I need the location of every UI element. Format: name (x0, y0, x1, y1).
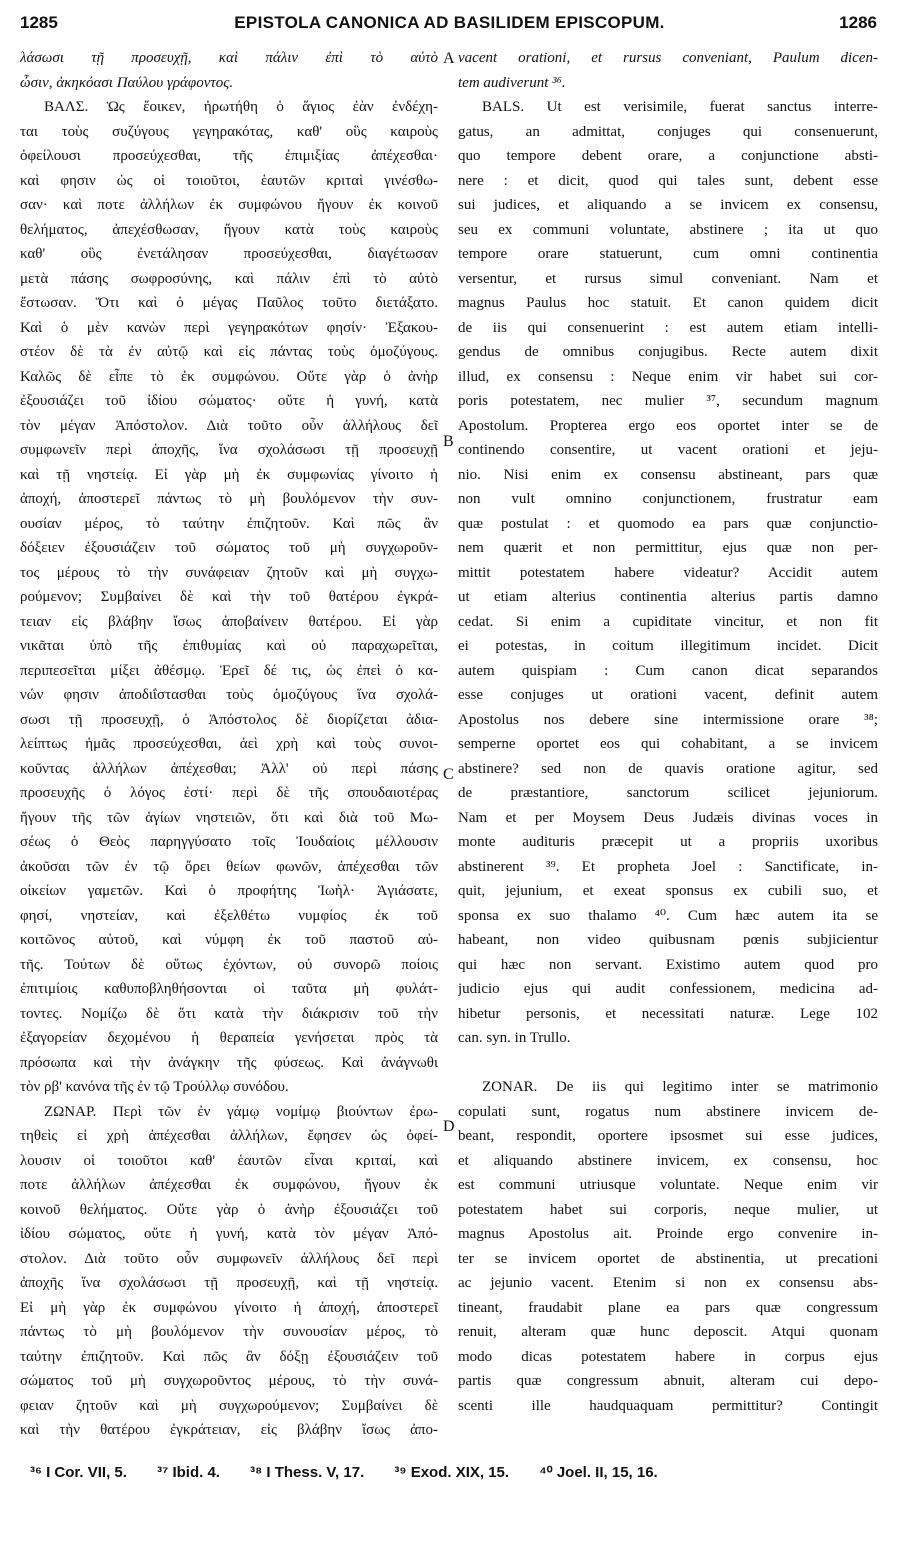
latin-text-line: hibetur personis, et necessitati naturæ. Lege 102 (458, 1005, 878, 1022)
greek-text-line: ἀκοῦσαι τῶν ἐν τῷ ὄρει θείων φωνῶν, ἀπέχεσθαι τῶν (20, 858, 438, 875)
latin-text-line: beant, respondit, oportere ipsosmet sui esse judices, (458, 1128, 878, 1144)
latin-text-line: qui hæc non servant. Existimo autem quod pro (458, 956, 878, 973)
latin-text-line: BALS. Ut est verisimile, fuerat sanctus interre- (482, 99, 878, 115)
greek-text-line: σαν· καὶ ποτε ἀλλήλων ἐκ συμφώνου ἤγουν ἐκ κοινοῦ (20, 197, 438, 213)
latin-text-line: abstinere? sed non de quavis oratione agitur, sed (458, 760, 878, 777)
latin-text-line: Apostolum. Propterea ergo eos oportet inter se de (458, 417, 878, 434)
footnote-36: ³⁶ I Cor. VII, 5. (30, 1464, 127, 1481)
greek-text-line: νικᾶται ὑπὸ τῆς ἐπιθυμίας καὶ οὐ παραχωρεῖται, (20, 638, 438, 654)
section-marker-b: B (443, 433, 454, 450)
latin-text-line: nere : et dicit, quod qui tales sunt, debent esse (458, 172, 878, 189)
greek-text-line: τειαν εἰς βλάβην ἴσως ἀποβαίνειν θατέρου. Εἰ γὰρ (20, 613, 438, 630)
greek-text-line: καὶ τὴν θατέρου ἐγκράτειαν, εἰς βλάβην ἴσως ἀπο- (20, 1422, 438, 1438)
greek-text-line: τοντες. Νομίζω δὲ ὅτι κατὰ τὴν διάκρισιν τοῦ τὴν (20, 1005, 438, 1022)
latin-text-line: quo tempore debent orare, a conjunctione absti- (458, 148, 878, 164)
greek-text-line: νών φησιν ἀποδιΐστασθαι τοὺς ὁμοζύγους ἵνα σχολά- (20, 687, 438, 703)
latin-text-line: copulati sunt, rogatus num abstinere invicem de- (458, 1103, 878, 1120)
greek-text-line: σώματος τοῦ μὴ συγχωροῦντος μέρους, τὸ τὴν συνά- (20, 1373, 438, 1389)
greek-text-line: ται τοὺς συζύγους γεγηρακότας, καθ' οὓς καιροὺς (20, 123, 438, 140)
greek-text-line: ἤγουν τῆς τῶν ἁγίων νηστειῶν, ὅτι καὶ διὰ τοῦ Μω- (20, 809, 438, 826)
latin-text-line: modo dicas potestatem habere in corpus ejus (458, 1348, 878, 1365)
footnotes (30, 1463, 869, 1481)
latin-text-line: et aliquando abstinere invicem, ex consensu, hoc (458, 1152, 878, 1169)
greek-text-line: Καὶ ὁ μὲν κανὼν περὶ γεγηρακότων φησίν· Ἐξακου- (20, 319, 438, 336)
latin-text-line: illud, ex consensu : Neque enim vir habet sui cor- (458, 368, 878, 385)
latin-text-line: ei potestas, in coitum illegitimum incidet. Dicit (458, 638, 878, 654)
greek-text-line: ἐξουσιάζει τοῦ ἰδίου σώματος· οὔτε ἡ γυνή, κατὰ (20, 393, 438, 409)
greek-text-line: Καλῶς δὲ εἶπε τὸ ἐκ συμφώνου. Οὔτε γὰρ ὁ ἀνὴρ (20, 368, 438, 385)
latin-text-line: Apostolus nos debere sine intermissione orare ³⁸; (458, 711, 878, 728)
latin-text-line: est communi utriusque voluntate. Neque enim vir (458, 1177, 878, 1193)
latin-text-line: magnus Paulus hoc statuit. Et canon quidem dicit (458, 295, 878, 311)
greek-text-line: ἐπιτιμίοις καθυποβληθήσονται οἱ ταῦτα μὴ φυλάτ- (20, 981, 438, 997)
greek-text-line: ἀποχή, ἀποστερεῖ πάντως τὸ μὴ βουλόμενον τὴν συν- (20, 491, 438, 507)
greek-text-line: συμφωνεῖν περὶ ἀποχῆς, ἵνα σχολάσωσι τῇ προσευχῇ (20, 442, 438, 458)
greek-text-line: Εἰ μὴ γὰρ ἐκ συμφώνου γίνοιτο ἡ ἀποχή, ἀποστερεῖ (20, 1299, 438, 1316)
greek-text-line: τος μέρους τὸ τὴν συνάφειαν ζητοῦν καὶ μὴ συγχω- (20, 564, 438, 581)
latin-text-line: ut etiam alterius continentia alterius partis damno (458, 589, 878, 605)
section-marker-d: D (443, 1118, 455, 1135)
greek-text-line: φησί, νηστείαν, καὶ ἐξελθέτω νυμφίος ἐκ τοῦ (20, 907, 438, 924)
greek-text-line: πάντως τὸ μὴ βουλόμενον τὴν συνουσίαν μέρος, τὸ (20, 1324, 438, 1340)
greek-text-line: ἰδίου σώματος, οὔτε ἡ γυνή, κατὰ τὸν μέγαν Ἀπό- (20, 1226, 438, 1242)
latin-text-line: de iis qui consenuerint : est autem etiam intelli- (458, 319, 878, 336)
latin-text-line: tempore orare statuerunt, cum omni continentia (458, 246, 878, 262)
greek-text-line: θελήματος, ἀπεχέσθωσαν, ἤγουν κατὰ τοὺς καιροὺς (20, 221, 438, 238)
latin-text-line: abstinerent ³⁹. Et propheta Joel : Sanctificate, in- (458, 858, 878, 875)
latin-text-line: ZONAR. De iis qui legitimo inter se matrimonio (482, 1079, 878, 1095)
latin-text-line: ter se invicem oportet de abstinentia, ut precationi (458, 1250, 878, 1267)
greek-text-line: ΒΑΛΣ. Ὡς ἔοικεν, ἠρωτήθη ὁ ἅγιος ἐὰν ἐνδέχη- (44, 99, 438, 115)
greek-text-line: ὀφείλουσι προσεύχεσθαι, τῆς ἐπιμιξίας ἀπέχεσθαι· (20, 148, 438, 164)
footnote-39: ³⁹ Exod. XIX, 15. (394, 1464, 510, 1481)
latin-text-line: quæ postulat : et quomodo ea pars quæ conjunctio- (458, 515, 878, 532)
greek-text-line: οἰκείων γαμετῶν. Καὶ ὁ προφήτης Ἰωὴλ· Ἁγιάσατε, (20, 883, 438, 899)
latin-text-line: gendus de omnibus conjugibus. Recte autem dixit (458, 344, 878, 360)
latin-text-line: nem quærit et non permittitur, ejus quæ non per- (458, 540, 878, 556)
running-title: EPISTOLA CANONICA AD BASILIDEM EPISCOPUM. (234, 13, 665, 32)
page-header (20, 10, 879, 36)
latin-text-line: gatus, an admittat, conjuges qui consenuerunt, (458, 123, 878, 140)
latin-text-line: potestatem habet sui corporis, neque mulier, ut (458, 1201, 878, 1218)
page-number-left: 1285 (20, 13, 58, 32)
latin-text-line: quit, jejunium, et exeat sponsus ex cubili suo, et (458, 883, 878, 899)
greek-text-line: λείπτως ἡμᾶς προσεύχεσθαι, ἀεὶ χρὴ καὶ τοὺς συνοι- (20, 736, 438, 752)
latin-text-line: continendo consentire, ut vacent orationi et jeju- (458, 442, 878, 458)
greek-text-line: δόξειεν ἐξουσιάζειν τοῦ σώματος τοῦ μὴ συγχωροῦν- (20, 540, 438, 556)
greek-text-line: σωσι τῇ προσευχῇ, ὁ Ἀπόστολος δὲ διορίζεται ἀδια- (20, 711, 438, 728)
footnote-37: ³⁷ Ibid. 4. (157, 1464, 220, 1481)
greek-text-line: τῆς. Τούτων δὲ οὕτως ἐχόντων, οὐ συνορῶ ποίοις (20, 956, 438, 973)
greek-text-line: ἔστωσαν. Ὅτι καὶ ὁ μέγας Παῦλος τοῦτο διετάξατο. (20, 295, 438, 311)
latin-text-line: cedat. Si enim a cupiditate vincitur, et non fit (458, 613, 878, 630)
latin-text-line: poris potestatem, nec mulier ³⁷, secundum magnum (458, 393, 878, 409)
greek-text-line: ἀποχῆς ἵνα σχολάσωσι τῇ προσευχῇ, καὶ τῇ νηστείᾳ. (20, 1275, 438, 1291)
latin-text-line: magnus Apostolus ait. Proinde ergo convenire in- (458, 1226, 878, 1242)
latin-text-line: autem quispiam : Cum canon dicat separandos (458, 662, 878, 679)
latin-text-line: scenti ille haudquaquam permittitur? Contingit (458, 1397, 878, 1414)
greek-text-line: περιπεσεῖται μίξει ἀθέσμῳ. Ἐρεῖ δέ τις, ὡς ἐπεὶ ὁ κα- (20, 662, 438, 679)
latin-text-line: de præstantiore, sanctorum scilicet jejuniorum. (458, 785, 878, 801)
greek-text-line: σέως ὁ Θεὸς παρηγγύσατο τοῖς Ἰουδαίοις μέλλουσιν (20, 834, 438, 850)
latin-text-line: non vult omnino conjunctionem, frustratur eam (458, 491, 878, 507)
greek-text-line: στολον. Διὰ τοῦτο οὖν συμφωνεῖν ἀλλήλους δεῖ περὶ (20, 1250, 438, 1267)
greek-text-line: λάσωσι τῇ προσευχῇ, καὶ πάλιν ἐπὶ τὸ αὐτὸ (20, 50, 438, 66)
latin-text-line: judicio ejus qui audit confessionem, medicina ad- (458, 981, 878, 997)
latin-text-line: Nam et per Moysem Deus Judæis divinas voces in (458, 809, 878, 826)
latin-text-line: vacent orationi, et rursus conveniant, Paulum dicen- (458, 50, 878, 66)
latin-text-line: habeant, non video quibusnam pœnis subjicientur (458, 932, 878, 948)
latin-text-line: can. syn. in Trullo. (458, 1030, 571, 1046)
greek-text-line: τηθεὶς εἰ χρὴ ἀπέχεσθαι ἀλλήλων, ἔφησεν ὡς ὀφεί- (20, 1128, 438, 1144)
greek-text-line: κοῦντας ἀλλήλων ἀπέχεσθαι; Ἀλλ' οὐ περὶ πάσης (20, 760, 438, 777)
section-marker-c: C (443, 766, 454, 783)
greek-text-line: καὶ φησιν ὡς οἱ τοιοῦτοι, ἑαυτῶν κριταὶ γινέσθω- (20, 172, 438, 189)
greek-text-line: κοινοῦ θελήματος. Οὔτε γὰρ ὁ ἀνὴρ ἐξουσιάζει τοῦ (20, 1201, 438, 1218)
greek-text-line: ὦσιν, ἀκηκόασι Παύλου γράφοντος. (20, 74, 234, 91)
greek-text-line: φειαν ζητοῦν καὶ μὴ συγχωρούμενον; Συμβαίνει δὲ (20, 1397, 438, 1414)
greek-text-line: πρόσωπα καὶ τὴν ἀνάγκην τῆς φύσεως. Καὶ ἀνάγνωθι (20, 1054, 438, 1071)
latin-text-line: seu ex communi voluntate, abstinere ; ita ut quo (458, 221, 878, 238)
greek-text-line: στέον δὲ τὰ ἐν αὐτῷ καὶ εἰς πάντας τοὺς ὁμοζύγους. (20, 344, 438, 360)
greek-text-line: προσευχῆς ὁ λόγος ἐστί· περὶ δὲ τῆς σπουδαιοτέρας (20, 785, 438, 801)
latin-text-line: versentur, et rursus simul conveniant. Nam et (458, 270, 878, 287)
latin-text-line: semperne oportet eos qui cohabitant, a se invicem (458, 736, 878, 752)
latin-text-line: sui judices, et aliquando a se invicem ex consensu, (458, 197, 878, 213)
latin-text-line (458, 1051, 878, 1076)
latin-text-line: partis quæ congressum abnuit, alteram cui depo- (458, 1373, 878, 1389)
greek-text-line: ΖΩΝΑΡ. Περὶ τῶν ἐν γάμῳ νομίμῳ βιούντων ἐρω- (44, 1103, 438, 1120)
latin-text-line: sponsa ex suo thalamo ⁴⁰. Cum hæc autem ita se (458, 907, 878, 924)
greek-text-line: τὸν μέγαν Ἀπόστολον. Διὰ τοῦτο οὖν ἀλλήλους δεῖ (20, 417, 438, 434)
latin-text-line: renuit, alteram quæ hunc deposcit. Atqui quonam (458, 1324, 878, 1340)
latin-text-line: monte audituris præcepit ut a propriis uxoribus (458, 834, 878, 850)
latin-text-line: esse conjuges ut orationi vacent, definit autem (458, 687, 878, 703)
latin-text-line: nio. Nisi enim ex consensu abstineant, pars quæ (458, 466, 878, 483)
greek-text-line: λουσιν οἱ τοιοῦτοι καθ' ἑαυτῶν εἶναι κριταί, καὶ (20, 1152, 438, 1169)
greek-text-line: κοιτῶνος αὐτοῦ, καὶ νύμφη ἐκ τοῦ παστοῦ αὐ- (20, 932, 438, 948)
footnote-38: ³⁸ I Thess. V, 17. (250, 1464, 365, 1481)
footnote-40: ⁴⁰ Joel. II, 15, 16. (539, 1464, 658, 1481)
greek-text-line: καθ' οὓς ἐνετάλησαν προσεύχεσθαι, διαγέτωσαν (20, 246, 438, 262)
page-number-right: 1286 (839, 13, 877, 32)
greek-text-line: ουσίαν μέρος, τὸ ταύτην ἐπιζητοῦν. Καὶ πῶς ἂν (20, 515, 438, 532)
greek-text-line: ταύτην ἐπιζητοῦν. Καὶ πῶς ἂν δόξῃ ἐξουσιάζειν τοῦ (20, 1348, 438, 1365)
latin-text-line: tem audiverunt ³⁶. (458, 74, 566, 91)
greek-text-line: ποτε ἀλλήλων ἀπέχεσθαι ἐκ συμφώνου, ἤγουν ἐκ (20, 1177, 438, 1193)
greek-text-line: μετὰ πάσης σωφροσύνης, καὶ πάλιν ἐπὶ τὸ αὐτὸ (20, 270, 438, 287)
section-marker-a: A (443, 50, 455, 67)
latin-text-line: mittit potestatem habere videatur? Accidit autem (458, 564, 878, 581)
greek-column (20, 46, 438, 1443)
latin-text-line: tineant, fraudabit plane ea pars quæ congressum (458, 1299, 878, 1316)
latin-text-line: ac jejunio vacent. Etenim si non ex consensu abs- (458, 1275, 878, 1291)
greek-text-line: καὶ τῇ νηστείᾳ. Εἰ γὰρ μὴ ἐκ συμφωνίας γίνοιτο ἡ (20, 466, 438, 483)
latin-column (458, 46, 878, 1418)
greek-text-line: ἐξαγορείαν δεχομένου ἡ θεραπεία γενήσεται πρὸς τὰ (20, 1030, 438, 1046)
greek-text-line: ρούμενον; Συμβαίνει δὲ καὶ τὴν τοῦ θατέρου ἐγκρά- (20, 589, 438, 605)
greek-text-line: τὸν ρβ' κανόνα τῆς ἐν τῷ Τρούλλῳ συνόδου. (20, 1079, 289, 1095)
